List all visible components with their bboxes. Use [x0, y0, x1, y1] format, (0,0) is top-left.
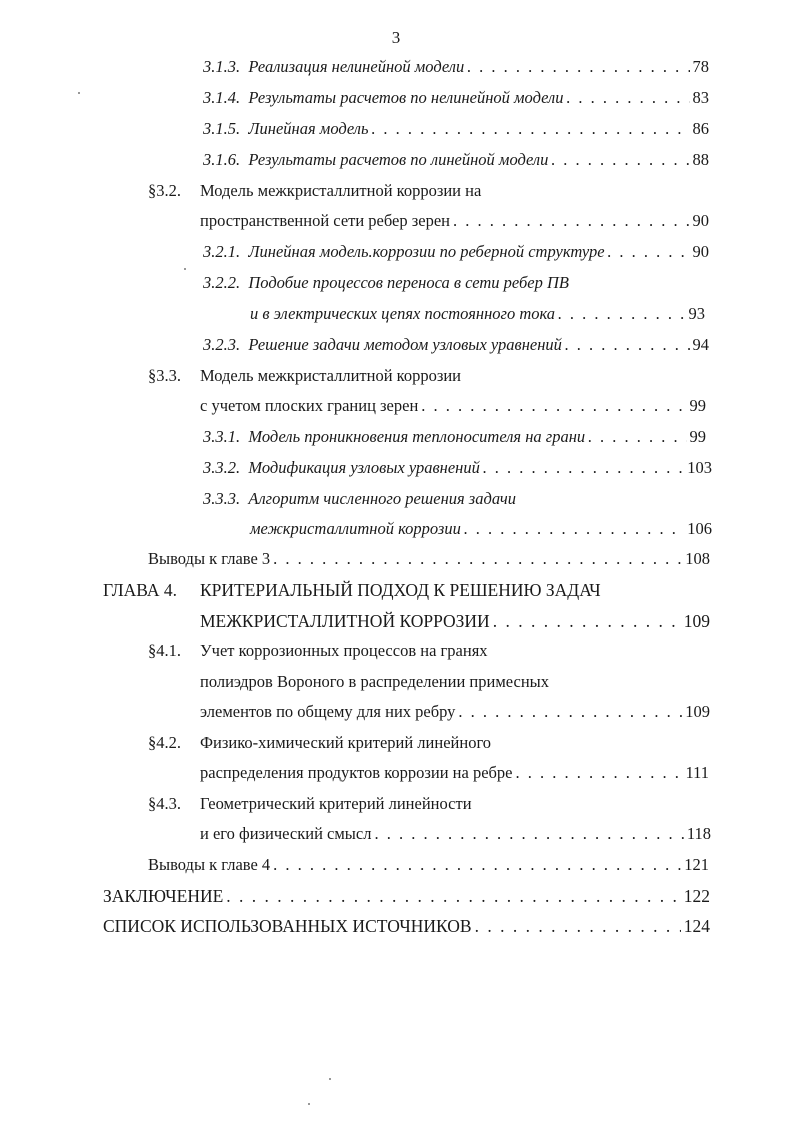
leader-dots: [588, 427, 686, 447]
toc-entry: [203, 273, 709, 297]
entry-number: 3.1.3.: [203, 57, 241, 76]
entry-title: Учет коррозионных процессов на гранях: [200, 641, 488, 660]
leader-dots: [226, 886, 680, 907]
toc-entry-continuation: [200, 211, 709, 235]
toc-entry: [203, 119, 709, 143]
leader-dots: [453, 211, 689, 231]
entry-number: §4.2.: [148, 733, 181, 752]
entry-title: Линейная модель: [248, 119, 369, 138]
leader-dots: [372, 119, 690, 139]
entry-title-continuation: элементов по общему для них ребру: [200, 702, 456, 721]
leader-dots: [516, 763, 683, 783]
leader-dots: [464, 519, 684, 539]
entry-number: 3.2.3.: [203, 335, 241, 354]
entry-page: 121: [684, 855, 709, 874]
entry-title: ЗАКЛЮЧЕНИЕ: [103, 886, 224, 906]
entry-title: Результаты расчетов по нелинейной модели: [248, 88, 564, 107]
toc-entry: [103, 916, 710, 940]
entry-page: 108: [685, 549, 710, 568]
toc-entry-continuation: [250, 304, 705, 328]
entry-page: 94: [692, 335, 709, 354]
entry-title: Выводы к главе 4: [148, 855, 271, 874]
entry-page: 109: [685, 702, 710, 721]
entry-title: Алгоритм численного решения задачи: [248, 489, 516, 508]
entry-page: 124: [683, 916, 710, 936]
leader-dots: [551, 150, 689, 170]
entry-number: 3.3.3.: [203, 489, 241, 508]
entry-page: 83: [692, 88, 709, 107]
toc-entry: [203, 335, 709, 359]
entry-title: Решение задачи методом узловых уравнений: [248, 335, 562, 354]
toc-entry: [148, 549, 710, 573]
entry-title: Результаты расчетов по линейной модели: [248, 150, 549, 169]
leader-dots: [273, 855, 681, 875]
entry-number: 3.1.5.: [203, 119, 241, 138]
page-number: 3: [391, 28, 401, 47]
entry-number: 3.3.1.: [203, 427, 241, 446]
toc-entry: [203, 150, 709, 174]
toc-entry-continuation: [200, 824, 711, 848]
entry-title: Выводы к главе 3: [148, 549, 271, 568]
toc-entry: [148, 855, 709, 879]
entry-number: 3.1.4.: [203, 88, 241, 107]
entry-number: 3.3.2.: [203, 458, 241, 477]
entry-title: Модификация узловых уравнений: [248, 458, 480, 477]
entry-page: 122: [683, 886, 710, 906]
toc-chapter: [103, 580, 712, 604]
entry-title-continuation: с учетом плоских границ зерен: [200, 396, 419, 415]
entry-title: Модель межкристаллитной коррозии на: [200, 181, 482, 200]
leader-dots: [566, 88, 689, 108]
toc-chapter-continuation: [200, 611, 710, 635]
entry-number: 3.2.2.: [203, 273, 241, 292]
entry-title: Модель межкристаллитной коррозии: [200, 366, 462, 385]
entry-number: 3.2.1.: [203, 242, 241, 261]
toc-entry: [203, 489, 709, 513]
entry-page: 93: [688, 304, 705, 323]
toc-entry: [148, 733, 709, 757]
scan-speck: [184, 268, 186, 270]
toc-entry: [148, 794, 709, 818]
entry-page: 103: [687, 458, 712, 477]
entry-page: 86: [692, 119, 709, 138]
chapter-title: КРИТЕРИАЛЬНЫЙ ПОДХОД К РЕШЕНИЮ ЗАДАЧ: [200, 580, 601, 600]
entry-page: 111: [685, 763, 709, 782]
chapter-title-continuation: МЕЖКРИСТАЛЛИТНОЙ КОРРОЗИИ: [200, 611, 490, 631]
toc-entry-continuation: [200, 763, 709, 787]
entry-page: 118: [686, 824, 711, 843]
entry-number: §4.1.: [148, 641, 181, 660]
entry-number: §3.3.: [148, 366, 181, 385]
entry-number: §3.2.: [148, 181, 181, 200]
leader-dots: [475, 916, 681, 937]
leader-dots: [273, 549, 682, 569]
entry-title: Физико-химический критерий линейного: [200, 733, 492, 752]
leader-dots: [374, 824, 683, 844]
entry-title: Подобие процессов переноса в сети ребер ПВ: [248, 273, 569, 292]
entry-title-continuation: и его физический смысл: [200, 824, 372, 843]
toc-entry: [203, 427, 706, 451]
toc-entry: [203, 88, 709, 112]
entry-number: §4.3.: [148, 794, 181, 813]
scan-speck: [308, 1103, 310, 1105]
entry-number: 3.1.6.: [203, 150, 241, 169]
entry-page: 90: [692, 211, 709, 230]
chapter-number: ГЛАВА 4.: [103, 580, 178, 600]
scan-speck: [329, 1078, 331, 1080]
entry-title: Геометрический критерий линейности: [200, 794, 472, 813]
leader-dots: [493, 611, 681, 632]
entry-title-continuation: и в электрических цепях постоянного тока: [250, 304, 556, 323]
toc-entry: [203, 458, 712, 482]
entry-page: 78: [692, 57, 709, 76]
toc-entry: [148, 181, 709, 205]
leader-dots: [467, 57, 689, 77]
entry-page: 109: [683, 611, 710, 631]
entry-page: 88: [692, 150, 709, 169]
leader-dots: [565, 335, 690, 355]
leader-dots: [458, 702, 682, 722]
toc-entry-continuation: [200, 702, 710, 726]
leader-dots: [608, 242, 690, 262]
entry-page: 99: [689, 396, 706, 415]
leader-dots: [558, 304, 685, 324]
leader-dots: [421, 396, 686, 416]
entry-title: Модель проникновения теплоносителя на грани: [248, 427, 586, 446]
entry-title-continuation: полиэдров Вороного в распределении примесных: [200, 672, 549, 691]
toc-entry-continuation: [250, 519, 712, 543]
entry-title-continuation: межкристаллитной коррозии: [250, 519, 461, 538]
toc-entry: [203, 242, 709, 266]
leader-dots: [483, 458, 684, 478]
entry-title: Линейная модель.коррозии по реберной структуре: [248, 242, 605, 261]
toc-entry: [148, 366, 709, 390]
toc-entry: [103, 886, 710, 910]
entry-title: СПИСОК ИСПОЛЬЗОВАННЫХ ИСТОЧНИКОВ: [103, 916, 472, 936]
entry-page: 90: [692, 242, 709, 261]
toc-entry-continuation: [200, 396, 706, 420]
entry-title: Реализация нелинейной модели: [248, 57, 465, 76]
entry-page: 99: [689, 427, 706, 446]
toc-entry: [148, 641, 709, 665]
entry-page: 106: [687, 519, 712, 538]
toc-entry: [203, 57, 709, 81]
toc-entry-continuation: [200, 672, 709, 696]
entry-title-continuation: распределения продуктов коррозии на ребре: [200, 763, 513, 782]
entry-title-continuation: пространственной сети ребер зерен: [200, 211, 451, 230]
scan-speck: [78, 92, 80, 94]
